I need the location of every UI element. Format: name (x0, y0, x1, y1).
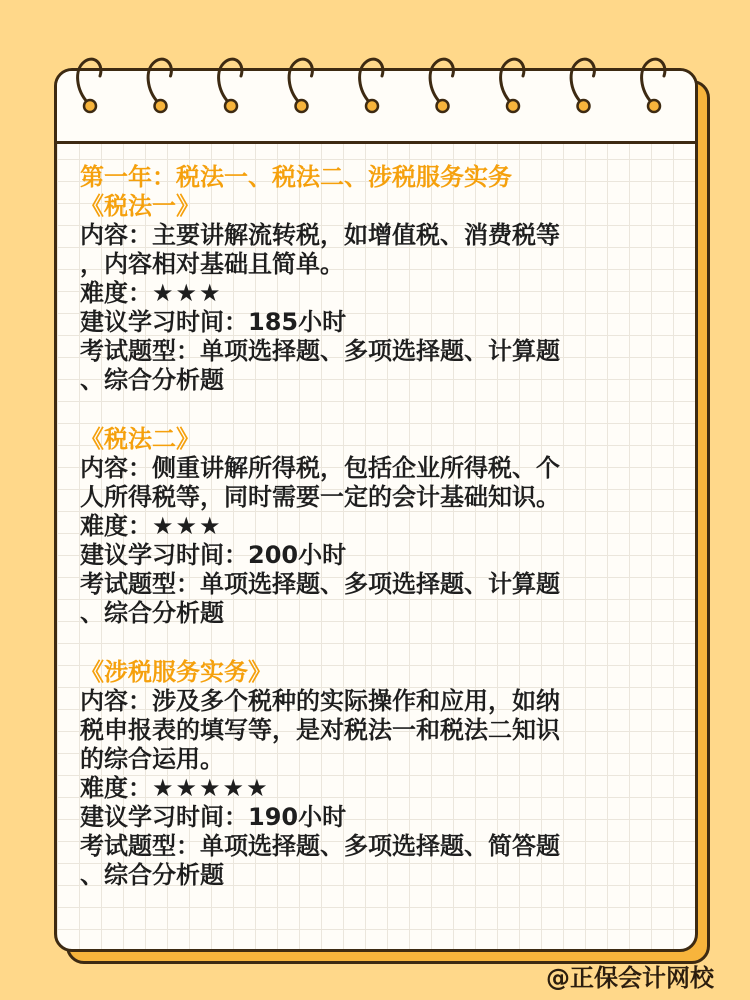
section-spacer (80, 628, 690, 658)
study-time: 建议学习时间：190小时 (80, 803, 347, 831)
page-heading: 第一年：税法一、税法二、涉税服务实务 (80, 163, 512, 191)
star-icon: ★★★ (152, 279, 223, 307)
difficulty-row (80, 279, 690, 308)
content-line: 人所得税等，同时需要一定的会计基础知识。 (80, 483, 560, 511)
section-title: 《涉税服务实务》 (80, 658, 272, 686)
difficulty-row (80, 512, 690, 541)
content-line: ，内容相对基础且简单。 (80, 250, 344, 278)
section-title: 《税法一》 (80, 192, 200, 220)
star-icon: ★★★ (152, 512, 223, 540)
content-line: 的综合运用。 (80, 745, 224, 773)
section-spacer (80, 395, 690, 425)
exam-type-line: 、综合分析题 (80, 599, 224, 627)
content-line: 内容：侧重讲解所得税，包括企业所得税、个 (80, 454, 560, 482)
exam-type-line: 考试题型：单项选择题、多项选择题、计算题 (80, 337, 560, 365)
notes-content (80, 163, 690, 890)
exam-type-line: 考试题型：单项选择题、多项选择题、简答题 (80, 832, 560, 860)
exam-type-line: 考试题型：单项选择题、多项选择题、计算题 (80, 570, 560, 598)
study-time: 建议学习时间：200小时 (80, 541, 347, 569)
study-time: 建议学习时间：185小时 (80, 308, 347, 336)
content-line: 内容：主要讲解流转税，如增值税、消费税等 (80, 221, 560, 249)
exam-type-line: 、综合分析题 (80, 861, 224, 889)
star-icon: ★★★★★ (152, 774, 270, 802)
notebook-header (57, 71, 695, 144)
section-tax-law-2 (80, 425, 690, 628)
exam-type-line: 、综合分析题 (80, 366, 224, 394)
difficulty-label: 难度： (80, 512, 152, 540)
content-line: 税申报表的填写等，是对税法一和税法二知识 (80, 716, 560, 744)
content-line: 内容：涉及多个税种的实际操作和应用，如纳 (80, 687, 560, 715)
section-title: 《税法二》 (80, 425, 200, 453)
difficulty-label: 难度： (80, 774, 152, 802)
section-tax-law-1 (80, 192, 690, 395)
brand-watermark: @正保会计网校 (546, 964, 714, 992)
difficulty-label: 难度： (80, 279, 152, 307)
difficulty-row (80, 774, 690, 803)
section-tax-service-practice (80, 658, 690, 890)
